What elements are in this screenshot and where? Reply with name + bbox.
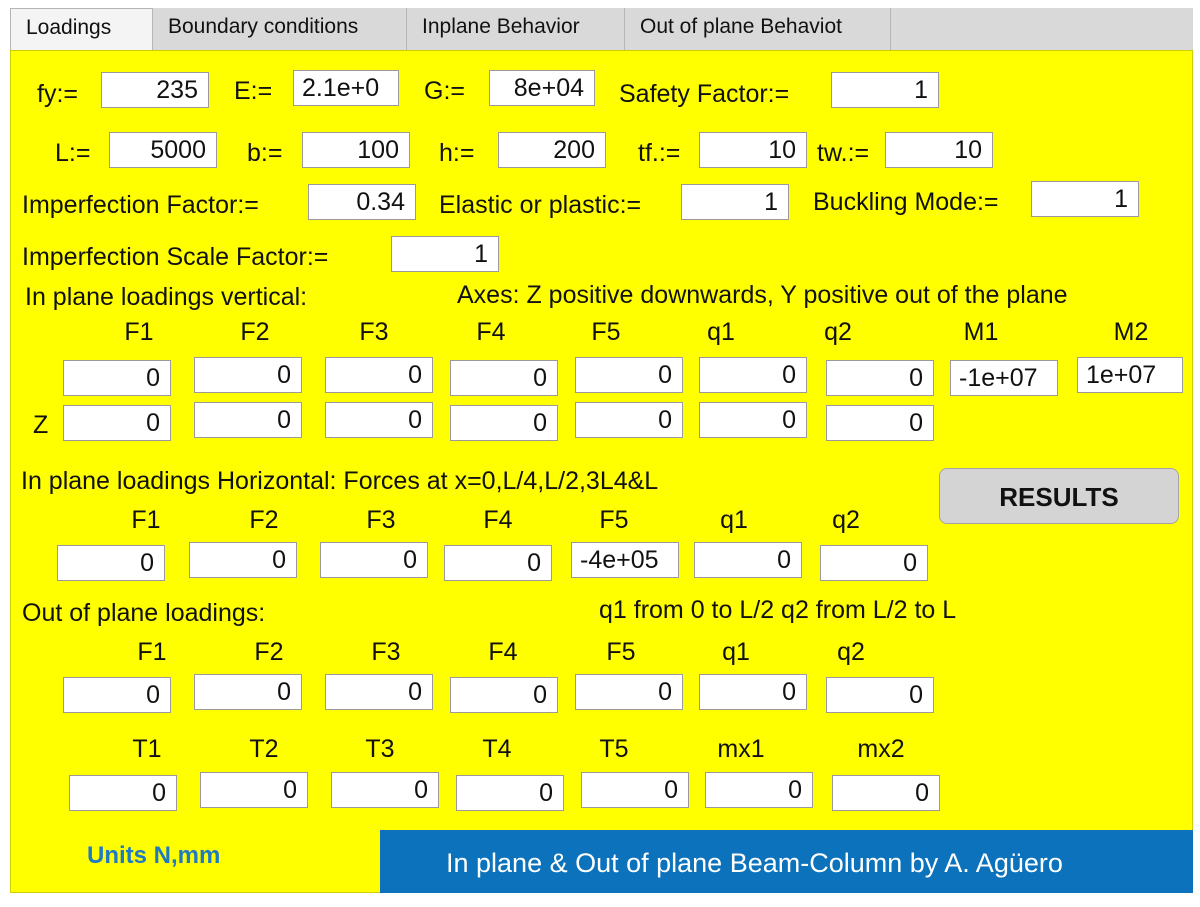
l-label: L:=: [55, 139, 91, 167]
v-row1-m2[interactable]: 1e+07: [1077, 357, 1183, 393]
v-row1-q2[interactable]: 0: [826, 360, 934, 396]
o-f3[interactable]: 0: [325, 674, 433, 710]
z-row-label: Z: [33, 411, 49, 439]
v-row2-f3[interactable]: 0: [325, 402, 433, 438]
axes-note: Axes: Z positive downwards, Y positive out of the plane: [457, 281, 1068, 309]
v-header-m2: M2: [1113, 318, 1149, 346]
out-of-plane-title: Out of plane loadings:: [22, 599, 266, 627]
o-header-q1: q1: [722, 638, 750, 666]
buckling-mode-field[interactable]: 1: [1031, 181, 1139, 217]
inplane-vertical-title: In plane loadings vertical:: [25, 283, 308, 311]
tab-loadings[interactable]: Loadings: [10, 8, 153, 51]
o-header-t2: T2: [249, 735, 279, 763]
o-header-f2: F2: [254, 638, 284, 666]
fy-field[interactable]: 235: [101, 72, 209, 108]
o-q1[interactable]: 0: [699, 674, 807, 710]
b-field[interactable]: 100: [302, 132, 410, 168]
imperfection-scale-field[interactable]: 1: [391, 236, 499, 272]
v-row1-f5[interactable]: 0: [575, 357, 683, 393]
h-f3[interactable]: 0: [320, 542, 428, 578]
v-row1-m1[interactable]: -1e+07: [950, 360, 1058, 396]
v-row2-f5[interactable]: 0: [575, 402, 683, 438]
tf-field[interactable]: 10: [699, 132, 807, 168]
tab-out-of-plane-behavior[interactable]: Out of plane Behaviot: [625, 8, 891, 50]
h-header-q2: q2: [832, 506, 860, 534]
tab-boundary-conditions[interactable]: Boundary conditions: [153, 8, 407, 50]
h-header-f1: F1: [131, 506, 161, 534]
h-q1[interactable]: 0: [694, 542, 802, 578]
h-header-f5: F5: [599, 506, 629, 534]
imperfection-scale-label: Imperfection Scale Factor:=: [22, 243, 329, 271]
h-f5[interactable]: -4e+05: [571, 542, 679, 578]
v-row1-q1[interactable]: 0: [699, 357, 807, 393]
v-row2-q1[interactable]: 0: [699, 402, 807, 438]
h-header-f2: F2: [249, 506, 279, 534]
o-header-f5: F5: [606, 638, 636, 666]
safety-factor-label: Safety Factor:=: [619, 80, 790, 108]
v-header-f2: F2: [240, 318, 270, 346]
o-f1[interactable]: 0: [63, 677, 171, 713]
inplane-horizontal-title: In plane loadings Horizontal: Forces at x=0,L/4,L/2,3L4&L: [21, 467, 659, 495]
h-header-f3: F3: [366, 506, 396, 534]
o-mx1[interactable]: 0: [705, 772, 813, 808]
buckling-mode-label: Buckling Mode:=: [813, 188, 999, 216]
tw-label: tw.:=: [817, 139, 870, 167]
o-header-f1: F1: [137, 638, 167, 666]
o-t5[interactable]: 0: [581, 772, 689, 808]
e-label: E:=: [234, 77, 273, 105]
o-header-q2: q2: [837, 638, 865, 666]
v-row2-q2[interactable]: 0: [826, 405, 934, 441]
o-header-t4: T4: [482, 735, 512, 763]
elastic-plastic-label: Elastic or plastic:=: [439, 191, 642, 219]
o-header-mx1: mx1: [717, 735, 765, 763]
o-mx2[interactable]: 0: [832, 775, 940, 811]
elastic-plastic-field[interactable]: 1: [681, 184, 789, 220]
b-label: b:=: [247, 139, 283, 167]
v-header-f3: F3: [359, 318, 389, 346]
l-field[interactable]: 5000: [109, 132, 217, 168]
footer-banner: In plane & Out of plane Beam-Column by A. Agüero: [380, 830, 1193, 893]
safety-factor-field[interactable]: 1: [831, 72, 939, 108]
h-f1[interactable]: 0: [57, 545, 165, 581]
v-header-f4: F4: [476, 318, 506, 346]
results-button[interactable]: RESULTS: [939, 468, 1179, 524]
loadings-panel: [10, 50, 1193, 893]
v-row2-f1[interactable]: 0: [63, 405, 171, 441]
tw-field[interactable]: 10: [885, 132, 993, 168]
o-f5[interactable]: 0: [575, 674, 683, 710]
imperfection-factor-field[interactable]: 0.34: [308, 184, 416, 220]
o-header-t5: T5: [599, 735, 629, 763]
o-header-t3: T3: [365, 735, 395, 763]
v-row1-f2[interactable]: 0: [194, 357, 302, 393]
tab-bar: [10, 8, 1193, 51]
q-range-note: q1 from 0 to L/2 q2 from L/2 to L: [599, 596, 957, 624]
o-header-mx2: mx2: [857, 735, 905, 763]
h-label: h:=: [439, 139, 475, 167]
v-header-q1: q1: [707, 318, 735, 346]
v-row1-f4[interactable]: 0: [450, 360, 558, 396]
v-header-f1: F1: [124, 318, 154, 346]
g-field[interactable]: 8e+04: [489, 70, 595, 106]
o-t2[interactable]: 0: [200, 772, 308, 808]
o-header-t1: T1: [132, 735, 162, 763]
o-header-f3: F3: [371, 638, 401, 666]
v-row1-f1[interactable]: 0: [63, 360, 171, 396]
fy-label: fy:=: [37, 80, 78, 108]
imperfection-factor-label: Imperfection Factor:=: [22, 191, 259, 219]
o-t1[interactable]: 0: [69, 775, 177, 811]
o-t4[interactable]: 0: [456, 775, 564, 811]
v-header-m1: M1: [963, 318, 999, 346]
v-row1-f3[interactable]: 0: [325, 357, 433, 393]
h-f2[interactable]: 0: [189, 542, 297, 578]
h-header-f4: F4: [483, 506, 513, 534]
h-header-q1: q1: [720, 506, 748, 534]
v-header-q2: q2: [824, 318, 852, 346]
g-label: G:=: [424, 77, 465, 105]
o-t3[interactable]: 0: [331, 772, 439, 808]
units-label: Units N,mm: [87, 842, 221, 869]
v-header-f5: F5: [591, 318, 621, 346]
tab-inplane-behavior[interactable]: Inplane Behavior: [407, 8, 625, 50]
h-q2[interactable]: 0: [820, 545, 928, 581]
h-field[interactable]: 200: [498, 132, 606, 168]
o-q2[interactable]: 0: [826, 677, 934, 713]
tf-label: tf.:=: [638, 139, 681, 167]
v-row2-f4[interactable]: 0: [450, 405, 558, 441]
o-f4[interactable]: 0: [450, 677, 558, 713]
e-field[interactable]: 2.1e+0: [293, 70, 399, 106]
o-f2[interactable]: 0: [194, 674, 302, 710]
v-row2-f2[interactable]: 0: [194, 402, 302, 438]
o-header-f4: F4: [488, 638, 518, 666]
h-f4[interactable]: 0: [444, 545, 552, 581]
